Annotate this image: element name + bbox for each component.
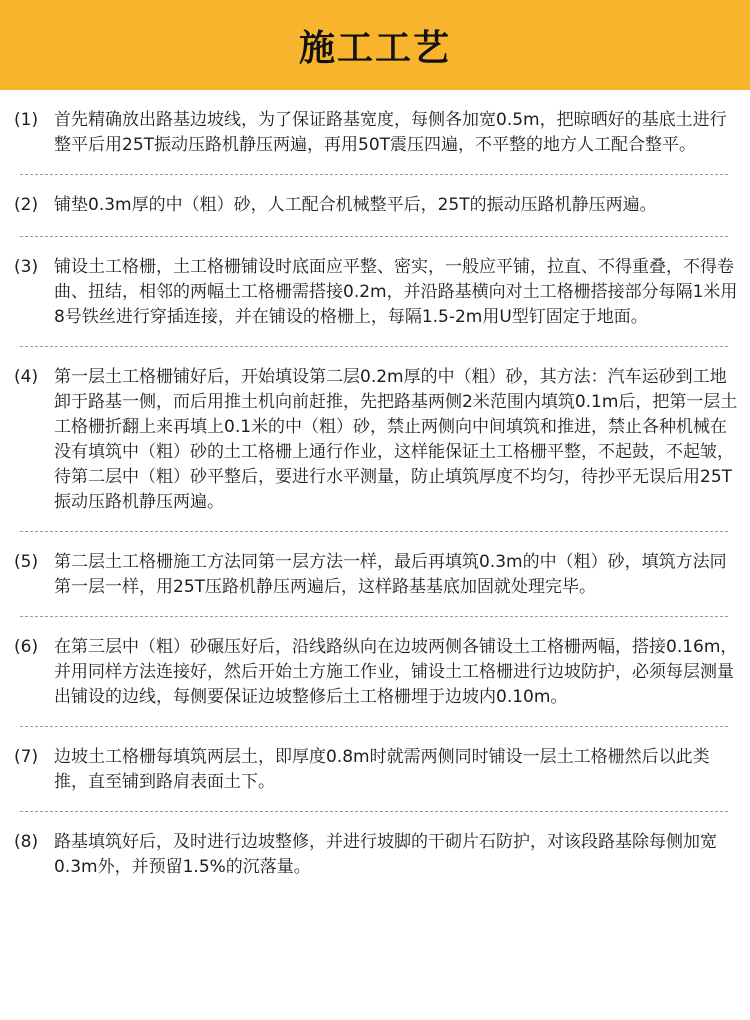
step-2 — [0, 175, 750, 236]
step-text: 铺垫0.3m厚的中（粗）砂，人工配合机械整平后，25T的振动压路机静压两遍。 — [54, 195, 657, 215]
step-text: 在第三层中（粗）砂碾压好后，沿线路纵向在边坡两侧各铺设土工格栅两幅，搭接0.16m，并用同样方法连接好，然后开始土方施工作业，铺设土工格栅进行边坡防护，必须每层测量出铺设的边线，每侧要保证边坡整修后土工格栅埋于边坡内0.10m。 — [54, 637, 738, 707]
step-text: 第一层土工格栅铺好后，开始填设第二层0.2m厚的中（粗）砂，其方法：汽车运砂到工地卸于路基一侧，而后用推土机向前赶推，先把路基两侧2米范围内填筑0.1m后，把第一层土工格栅折翻上来再填上0.1米的中（粗）砂，禁止两侧向中间填筑和推进，禁止各种机械在没有填筑中（粗）砂的土工格栅上通行作业，这样能保证土工格栅平整，不起鼓，不起皱，待第二层中（粗）砂平整后，要进行水平测量，防止填筑厚度不均匀，待抄平无误后用25T振动压路机静压两遍。 — [54, 367, 738, 512]
step-text: 路基填筑好后，及时进行边坡整修，并进行坡脚的干砌片石防护，对该段路基除每侧加宽0.3m外，并预留1.5%的沉落量。 — [54, 832, 717, 877]
step-number: (5) — [14, 552, 39, 572]
step-5 — [0, 532, 750, 616]
step-number: (2) — [14, 195, 39, 215]
step-3 — [0, 237, 750, 346]
step-text: 边坡土工格栅每填筑两层土，即厚度0.8m时就需两侧同时铺设一层土工格栅然后以此类推，直至铺到路肩表面土下。 — [54, 747, 710, 792]
step-number: (6) — [14, 637, 39, 657]
title-banner — [0, 0, 750, 90]
step-text: 第二层土工格栅施工方法同第一层方法一样，最后再填筑0.3m的中（粗）砂，填筑方法同第一层一样，用25T压路机静压两遍后，这样路基基底加固就处理完毕。 — [54, 552, 727, 597]
step-8 — [0, 812, 750, 890]
steps-list — [0, 90, 750, 890]
step-4 — [0, 347, 750, 531]
step-number: (3) — [14, 257, 39, 277]
step-number: (4) — [14, 367, 39, 387]
step-number: (1) — [14, 110, 39, 130]
step-number: (7) — [14, 747, 39, 767]
step-text: 首先精确放出路基边坡线，为了保证路基宽度，每侧各加宽0.5m，把晾晒好的基底土进行整平后用25T振动压路机静压两遍，再用50T震压四遍，不平整的地方人工配合整平。 — [54, 110, 727, 155]
step-1 — [0, 90, 750, 174]
page-title: 施工工艺 — [298, 27, 451, 69]
step-number: (8) — [14, 832, 39, 852]
step-7 — [0, 727, 750, 811]
step-text: 铺设土工格栅，土工格栅铺设时底面应平整、密实，一般应平铺，拉直、不得重叠，不得卷曲、扭结，相邻的两幅土工格栅需搭接0.2m，并沿路基横向对土工格栅搭接部分每隔1米用8号铁丝进行穿插连接，并在铺设的格栅上，每隔1.5-2m用U型钉固定于地面。 — [54, 257, 738, 327]
step-6 — [0, 617, 750, 726]
